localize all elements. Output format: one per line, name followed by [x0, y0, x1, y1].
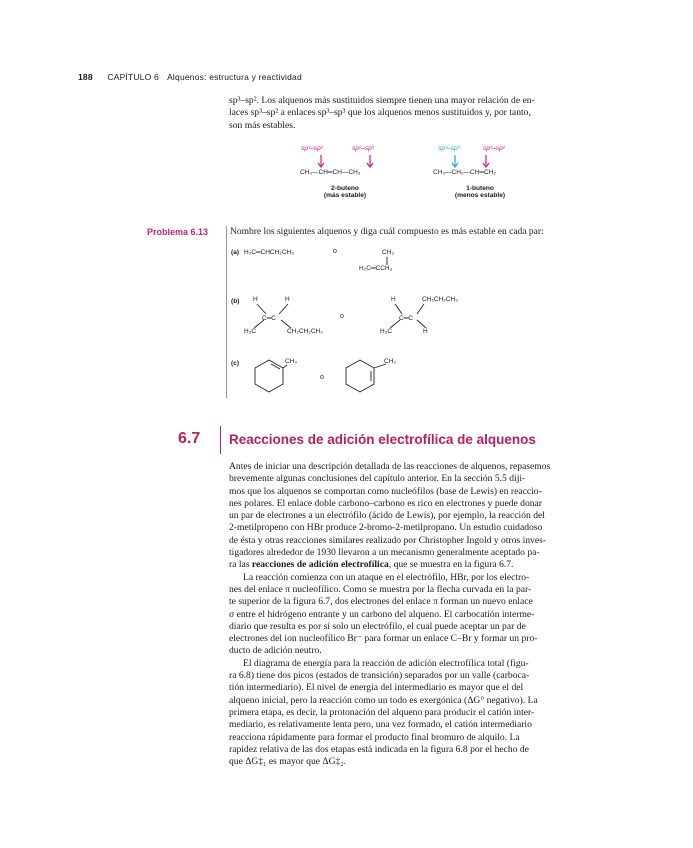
text-line: primera etapa, es decir, la protonación del alqueno para producir el catión inter-: [229, 706, 535, 718]
intro-line: sp³–sp². Los alquenos más sustituidos siempre tienen una mayor relación de en-: [229, 95, 535, 106]
text-line: 2-metilpropeno con HBr produce 2-bromo-2-metilpropano. Un estudio cuidadoso: [229, 522, 543, 534]
formula-1-butene: CH₃—CH₂—CH═CH₂: [433, 169, 496, 176]
hybrid-label: sp³–sp³: [438, 145, 460, 152]
group-propyl: CH₂CH₂CH₃: [422, 296, 458, 303]
hybrid-label: sp³–sp²: [301, 145, 323, 152]
atom-h: H: [391, 296, 396, 303]
body-text: [229, 461, 601, 768]
svg-text:C═C: C═C: [399, 315, 413, 322]
text-line: electrones del ion nucleofílico Br⁻ para formar un enlace C–Br y formar un pro-: [229, 633, 538, 645]
group-ch3: CH₃: [384, 358, 397, 365]
caption-note: (más estable): [323, 192, 367, 199]
text-line: [229, 559, 601, 571]
text-line: nes polares. El enlace doble carbono–carbono es rico en electrones y puede donar: [229, 497, 542, 509]
text-line: σ entre el hidrógeno entrante y un carbono del alqueno. El carbocatión interme-: [229, 608, 535, 620]
text-line: reacciona rápidamente para formar el producto final bromuro de alquilo. La: [229, 731, 520, 743]
molecule-a2-methyl: CH₃: [382, 249, 395, 256]
intro-line: son más estables.: [229, 119, 296, 131]
intro-line: laces sp³–sp² a enlaces sp³–sp³ que los alquenos menos sustituidos y, por tanto,: [229, 107, 531, 119]
part-a-label: (a): [231, 249, 240, 256]
or-text: o: [340, 313, 344, 320]
text-line: alqueno inicial, pero la reacción como un todo es exergónica (ΔG° negativo). La: [229, 694, 538, 706]
svg-text:C═C: C═C: [262, 315, 276, 322]
text-line: tigadores alrededor de 1930 llevaron a un mecanismo generalmente aceptado pa-: [229, 547, 540, 559]
formula-2-butene: CH₃—CH═CH—CH₃: [300, 169, 361, 176]
section-number: 6.7: [178, 430, 201, 447]
text-line: brevemente algunas conclusiones del capítulo anterior. En la sección 5.5 diji-: [229, 473, 526, 485]
caption-note: (menos estable): [454, 192, 506, 199]
molecule-a1: H₂C═CHCH₂CH₃: [244, 249, 294, 256]
hybrid-label: sp²–sp³: [352, 145, 374, 152]
part-b-label: (b): [231, 298, 240, 305]
text-line: diario que resulta es por sí solo un electrófilo, el cual puede aceptar un par de: [229, 620, 526, 632]
text-line: mos que los alquenos se comportan como nucleófilos (base de Lewis) en reaccio-: [229, 485, 542, 497]
page-number: 188: [78, 72, 93, 82]
or-text: o: [320, 374, 324, 381]
or-text: o: [333, 248, 337, 255]
molecule-a2: H₂C═CCH₃: [359, 265, 393, 272]
group-ch3: H₃C: [244, 328, 257, 335]
text-line: tión intermediario). El nivel de energía del intermediario es mayor que el del: [229, 682, 524, 694]
caption-name: 2-buteno: [331, 185, 359, 192]
group-propyl: CH₂CH₂CH₃: [287, 328, 323, 335]
group-ch3: CH₃: [285, 358, 298, 365]
atom-h: H: [253, 296, 258, 303]
text-line: El diagrama de energía para la reacción de adición electrofílica total (figu-: [243, 657, 529, 669]
paragraph-1: [229, 461, 601, 572]
bold-term: reacciones de adición electrofílica: [251, 559, 389, 571]
text-line: que ΔG‡₁ es mayor que ΔG‡₂.: [229, 756, 347, 768]
paragraph-3: [229, 658, 601, 769]
hybrid-label: sp³–sp²: [483, 145, 505, 152]
text-line: rapidez relativa de las dos etapas está indicada en la figura 6.8 por el hecho de: [229, 743, 529, 755]
text-line: nes del enlace π nucleofílico. Como se muestra por la flecha curvada en la par-: [229, 583, 532, 595]
section-title: Reacciones de adición electrofílica de alquenos: [229, 432, 536, 447]
problem-label: Problema 6.13: [147, 227, 209, 237]
chapter-title: Alquenos: estructura y reactividad: [167, 72, 302, 82]
text-span: , que se muestra en la figura 6.7.: [388, 559, 514, 571]
chapter-label: CAPÍTULO 6: [107, 72, 159, 82]
text-line: ra 6.8) tiene dos picos (estados de transición) separados por un valle (carboca-: [229, 670, 530, 682]
problem-text: Nombre los siguientes alquenos y diga cuál compuesto es más estable en cada par:: [230, 227, 544, 237]
atom-h: H: [423, 328, 428, 335]
part-c-label: (c): [231, 360, 240, 367]
group-ch3: H₃C: [380, 328, 393, 335]
text-line: de ésta y otras reacciones similares realizado por Christopher Ingold y otros inves-: [229, 534, 547, 546]
text-line: La reacción comienza con un ataque en el electrófilo, HBr, por los electro-: [243, 571, 530, 583]
caption-name: 1-buteno: [466, 185, 494, 192]
text-line: te superior de la figura 6.7, dos electrones del enlace π forman un nuevo enlace: [229, 596, 533, 608]
text-line: un par de electrones a un electrófilo (ácido de Lewis), por ejemplo, la reacción del: [229, 510, 545, 522]
text-line: mediario, es relativamente lenta pero, una vez formado, el catión intermediario: [229, 719, 532, 731]
text-line: Antes de iniciar una descripción detallada de las reacciones de alquenos, repasemos: [229, 461, 551, 472]
text-line: ducto de adición neutro.: [229, 645, 322, 657]
paragraph-2: [229, 572, 601, 658]
text-span: ra las: [229, 559, 252, 571]
section-rule: [220, 426, 221, 454]
atom-h: H: [285, 296, 290, 303]
structures-graphic: [0, 0, 693, 420]
